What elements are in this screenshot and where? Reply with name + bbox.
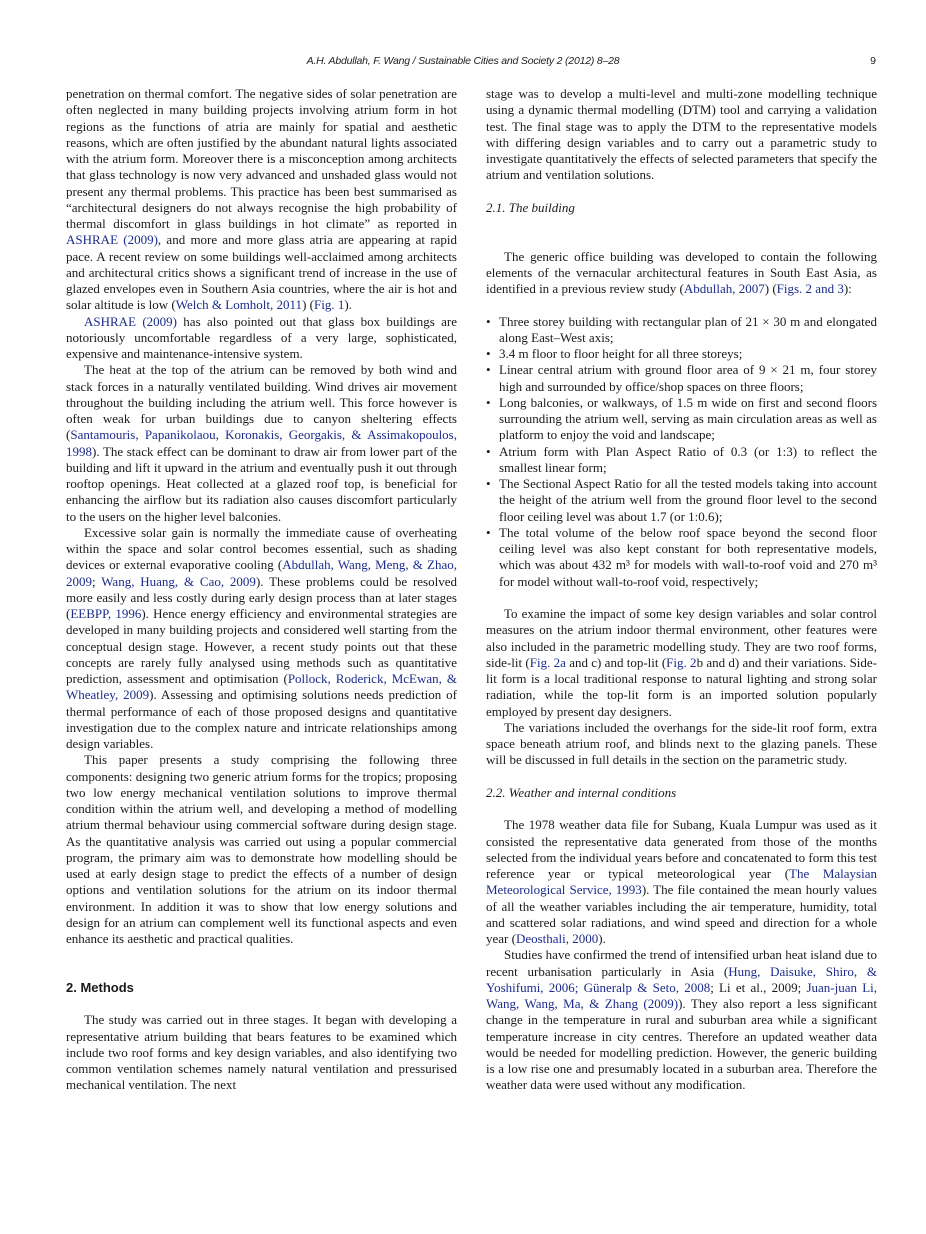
paragraph [66, 1012, 457, 1093]
text-run: ). Assessing and optimising solutions needs prediction of thermal performance of each of those proposed designs and quantitative investigation due to the complex nature and intricate relationships among design variables. [66, 687, 457, 751]
text-run: ) ( [302, 297, 314, 313]
citation-link[interactable]: Wang, Huang, & Cao, 2009 [101, 573, 256, 589]
paragraph [486, 86, 877, 184]
running-head: A.H. Abdullah, F. Wang / Sustainable Cities and Society 2 (2012) 8–28 [306, 55, 620, 67]
text-run: ). These problems could be resolved more easily and less costly during early design process than at later stages ( [66, 573, 457, 621]
citation-link[interactable]: EEBPP, 1996 [70, 606, 142, 621]
paragraph [66, 314, 457, 363]
list-item: • The Sectional Aspect Ratio for all the tested models taking into account the height of the atrium well from the ground floor level to the second floor ceiling level was about 1.7 (or 1:0.6); [486, 476, 877, 525]
text-run: The heat at the top of the atrium can be removed by both wind and stack forces in a naturally ventilated building. Wind drives air movement throughout the building including the atrium well. This force however is often weak for urban buildings due to canyon sheltering effects ( [66, 362, 457, 443]
text-run: penetration on thermal comfort. The negative sides of solar penetration are often neglected in many building projects involving atrium form in hot regions as the functions of atria are mainly for spatial and aesthetic reasons, which are often justified by the abundant natural lights associated with the atrium form. Moreover there is a misconception among architects that glass technology is now very advanced and unshaded glass would not present any thermal problems. This practice has been best summarised as “architectural designers do not always recognise the high probability of thermal discomfort in glass buildings in hot climate” as reported in [66, 86, 457, 231]
list-item: • Atrium form with Plan Aspect Ratio of 0.3 (or 1:3) to reflect the smallest linear form; [486, 444, 877, 477]
paragraph [486, 947, 877, 1093]
text-run: The generic office building was developed to contain the following elements of the vernacular architectural features in South East Asia, as identified in a previous review study ( [486, 248, 877, 296]
citation-link[interactable]: Fig. 2a [529, 654, 566, 670]
list-item: • Long balconies, or walkways, of 1.5 m wide on first and second floors surrounding the atrium well, serving as main circulation areas as well as platform to enjoy the void and landscape; [486, 395, 877, 444]
text-run: ). The stack effect can be dominant to draw air from lower part of the building and lift it upward in the atrium and eventually push it out through rooftop openings. Heat collected at a glazed roof top, is beneficial for enhancing the airflow but its radiation also causes discomfort particularly to the users on the higher level balconies. [66, 443, 457, 524]
text-run: The study was carried out in three stages. It began with developing a representative atrium building that bears features to be examined which include two roof forms and key design variables, and also identifying two common ventilation schemes namely natural ventilation and pressurised mechanical ventilation. The next [66, 1012, 457, 1093]
citation-link[interactable]: Santamouris, Papanikolaou, Koronakis, Georgakis, & Assimakopoulos, 1998 [66, 427, 457, 459]
text-run: ). They also report a less significant change in the temperature in rural and suburban area while a significant temperature increase in city centres. Therefore an updated weather data would be needed for modelling prediction. However, the generic building is a low rise one and presumably located in a suburban area. Therefore the weather data were used without any modification. [486, 996, 877, 1093]
citation-link[interactable]: Deosthali, 2000 [515, 931, 599, 946]
text-run: This paper presents a study comprising the following three components: designing two generic atrium forms for the tropics; proposing two low energy mechanical ventilation solutions to improve thermal condition within the atrium well, and developing a method of modelling atrium thermal behaviour using commercial software during design stage. As the quantitative analysis was carried out using a popular commercial program, the primary aim was to demonstrate how modelling should be used at early design stage to predict the effects of a number of design options and ventilation solutions for the atrium on its indoor thermal environment. In addition it was to show that low energy solutions and design for an atrium can complement well its functional aspects and even enhance its aesthetic and practical qualities. [66, 752, 457, 946]
paragraph [66, 362, 457, 525]
building-features-list [486, 314, 877, 590]
citation-link[interactable]: Fig. 2 [666, 654, 697, 670]
text-run: ; [92, 573, 102, 589]
text-run: Excessive solar gain is normally the immediate cause of overheating within the space and solar control becomes essential, such as shading devices or external evaporative cooling ( [66, 524, 457, 573]
citation-link[interactable]: The Malaysian Meteorological Service, 1993 [486, 866, 877, 898]
text-run: The 1978 weather data file for Subang, Kuala Lumpur was used as it consisted the representative data generated from those of the months selected from the individual years before and concatenated to form this test reference year or typical meteorological year ( [486, 817, 877, 881]
citation-link[interactable]: Pollock, Roderick, McEwan, & Wheatley, 2009 [66, 671, 457, 703]
list-item: • The total volume of the below roof space beyond the second floor ceiling level was also kept constant for both representative models, which was about 432 m³ for models with wall-to-roof void and 270 m³ for model without wall-to-roof void, respectively; [486, 525, 877, 590]
citation-link[interactable]: Abdullah, Wang, Meng, & Zhao, 2009 [66, 557, 457, 589]
page-number: 9 [870, 55, 876, 67]
text-run: ): [843, 281, 852, 296]
text-run: ). [344, 297, 352, 313]
list-item: • 3.4 m floor to floor height for all three storeys; [486, 346, 877, 362]
left-paragraphs-after [66, 1012, 457, 1093]
list-item: • Three storey building with rectangular plan of 21 × 30 m and elongated along East–West axis; [486, 314, 877, 347]
building-paragraph [486, 249, 877, 298]
text-run: stage was to develop a multi-level and multi-zone modelling technique using a dynamic thermal modelling (DTM) tool and carrying a validation test. The final stage was to apply the DTM to the representative models with differing design variables and to carry out a parametric study to investigate quantitatively the effects of selected parameters that specify the atrium and ventilation solutions. [486, 86, 877, 183]
paragraph [486, 249, 877, 298]
text-run: ). [598, 931, 606, 946]
citation-link[interactable]: Fig. 1 [313, 297, 345, 313]
paragraph [66, 525, 457, 753]
right-intro [486, 86, 877, 184]
text-run: The variations included the overhangs for the side-lit roof form, extra space beneath atrium roof, and blinds next to the glazing panels. These will be discussed in full details in the section on the parametric study. [486, 719, 877, 768]
citation-link[interactable]: Figs. 2 and 3 [776, 281, 844, 296]
text-run: To examine the impact of some key design variables and solar control measures on the atrium indoor thermal environment, other features were also included in the parametric modelling study. They are two roof forms, side-lit ( [486, 606, 877, 670]
text-run: Studies have confirmed the trend of intensified urban heat island due to recent urbanisation particularly in Asia ( [486, 947, 877, 979]
paragraph [486, 606, 877, 720]
subsection-heading-weather: 2.2. Weather and internal conditions [486, 784, 677, 800]
text-run: ). Hence energy efficiency and environmental strategies are developed in many building projects and considered well starting from the conceptual design stage. However, a recent study points out that these concepts are rarely fully analysed using methods such as quantitative prediction, assessment and optimisation ( [66, 606, 457, 686]
text-run: has also pointed out that glass box buildings are notoriously uncomfortable regardless of a very large, sophisticated, expensive and maintenance-intensive system. [66, 313, 457, 361]
right-column [486, 86, 877, 1094]
text-run: and c) and top-lit ( [565, 654, 667, 670]
list-item: • Linear central atrium with ground floor area of 9 × 21 m, four storey high and surrounded by office/shop spaces on three floors; [486, 362, 877, 395]
citation-link[interactable]: Juan-juan Li, Wang, Wang, Ma, & Zhang (2009) [486, 979, 878, 1011]
text-run: b and d) and their variations. Side-lit form is a local traditional response to natural lighting and strong solar radiation, while the top-lit form is an imported solution popularly employed by present day designers. [486, 654, 878, 719]
citation-link[interactable]: Abdullah, 2007 [683, 281, 765, 296]
citation-link[interactable]: Welch & Lomholt, 2011 [175, 297, 303, 313]
text-run: ; Li et al., 2009; [710, 979, 807, 995]
left-column [66, 86, 457, 1094]
text-run: , and more and more glass atria are appearing at rapid pace. A recent review on some buildings well-acclaimed among architects and architectural critics shows a significant trend of increase in the use of glazed envelopes even in Southern Asia countries, where the air is hot and solar altitude is low ( [66, 232, 457, 313]
citation-link[interactable]: ASHRAE (2009) [84, 313, 177, 329]
text-run: ). The file contained the mean hourly values of all the weather variables including the air temperature, humidity, total and scattered solar radiations, and wind speed and direction for a whole year ( [486, 882, 877, 946]
section-heading-methods: 2. Methods [66, 979, 134, 995]
citation-link[interactable]: ASHRAE (2009) [66, 232, 158, 248]
citation-link[interactable]: Hung, Daisuke, Shiro, & Yoshifumi, 2006; Güneralp & Seto, 2008 [486, 963, 877, 995]
right-paragraphs-mid [486, 606, 877, 769]
subsection-heading-building: 2.1. The building [486, 199, 575, 215]
paragraph [486, 720, 877, 769]
right-paragraphs-end [486, 817, 877, 1093]
paragraph [486, 817, 877, 947]
paragraph [66, 752, 457, 947]
left-paragraphs-before [66, 86, 457, 947]
paragraph [66, 86, 457, 314]
text-run: ) ( [764, 281, 777, 296]
